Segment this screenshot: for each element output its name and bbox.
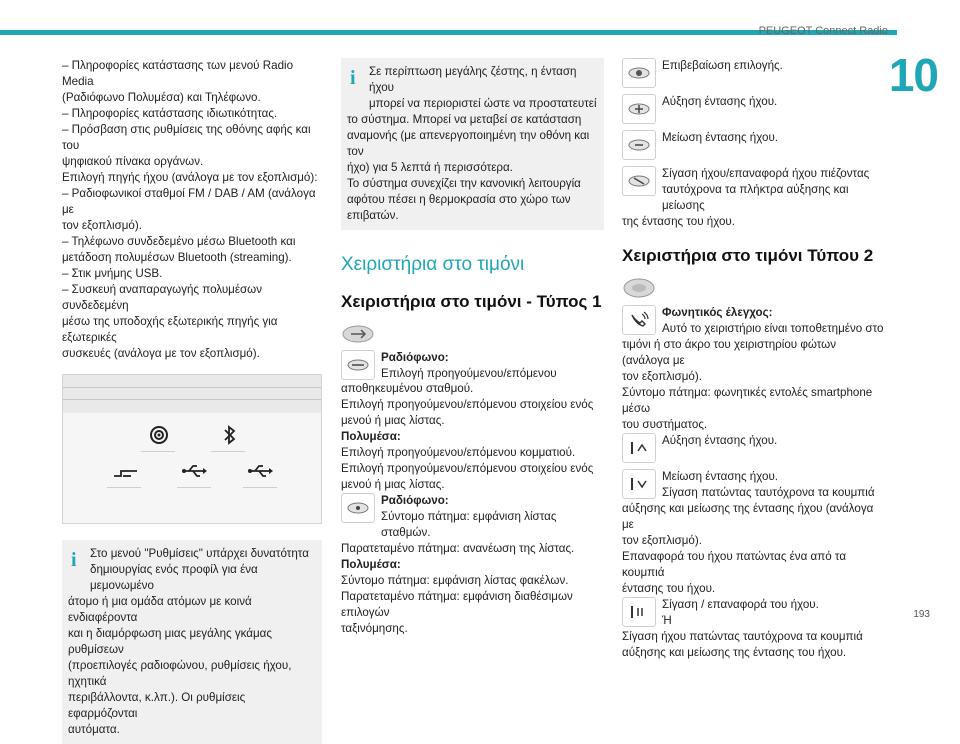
text-line: (προεπιλογές ραδιοφώνου, ρυθμίσεις ήχου, ηχητικά — [68, 658, 292, 688]
text-line: άτομο ή μια ομάδα ατόμων με κοινά ενδιαφέροντα — [68, 594, 252, 624]
text-line: τον εξοπλισμό). — [622, 534, 702, 548]
volume-up-icon — [622, 433, 656, 463]
text-line: Επαναφορά του ήχου πατώντας ένα από τα κουμπιά — [622, 550, 847, 580]
volume-up-icon — [622, 94, 656, 124]
text-line: τιμόνι ή στο άκρο του χειριστηρίου φώτων (ανάλογα με — [622, 338, 837, 368]
text-line: – Πληροφορίες κατάστασης των μενού Radio Media — [62, 59, 294, 88]
seek-icon — [341, 350, 375, 380]
control-item — [622, 433, 884, 463]
text-line: Επιλογή προηγούμενου/επόμενου στοιχείου ενός — [341, 462, 594, 476]
info-icon: i — [71, 548, 77, 571]
usb-icon — [181, 463, 207, 479]
text-line: το σύστημα. Μπορεί να μεταβεί σε κατάσταση — [347, 112, 582, 126]
text-line: επιβατών. — [347, 208, 399, 222]
info-box-heat — [341, 58, 604, 230]
item-title: Πολυμέσα: — [341, 430, 401, 444]
text-line: αφότου πέσει η θερμοκρασία στο χώρο των — [347, 192, 571, 206]
header-title: PEUGEOT Connect Radio — [758, 25, 888, 37]
control-item — [341, 493, 604, 541]
section-heading: Χειριστήρια στο τιμόνι — [341, 253, 525, 275]
control-item — [341, 350, 604, 382]
volume-down-icon — [622, 469, 656, 499]
text-line: – Πληροφορίες κατάστασης ιδιωτικότητας. — [62, 106, 278, 120]
text-line: – Τηλέφωνο συνδεδεμένο μέσω Bluetooth και — [62, 234, 296, 248]
column-1 — [62, 58, 322, 744]
text-line: μετάδοση πολυμέσων Bluetooth (streaming). — [62, 250, 292, 264]
text-line: Επιλογή προηγούμενου/επόμενου στοιχείου ενός — [341, 398, 594, 412]
text-line: Σύντομο πάτημα: εμφάνιση λίστας φακέλων. — [341, 574, 569, 588]
item-title: Φωνητικός έλεγχος: — [662, 306, 773, 320]
text-line: – Πρόσβαση στις ρυθμίσεις της οθόνης αφής και του — [62, 122, 311, 152]
col1-text — [62, 58, 322, 362]
steering-control-icon — [341, 324, 375, 344]
aux-icon — [113, 467, 139, 479]
text-line: ταξινόμησης. — [341, 622, 408, 636]
item-title: Πολυμέσα: — [341, 558, 401, 572]
volume-down-icon — [622, 130, 656, 160]
info-icon: i — [350, 67, 356, 89]
mute-icon — [622, 597, 656, 627]
bluetooth-icon — [223, 425, 237, 445]
text-line: – Συσκευή αναπαραγωγής πολυμέσων συνδεδεμένη — [62, 282, 263, 312]
text-line: τον εξοπλισμό). — [622, 370, 702, 384]
text-line: δημιουργίας ενός προφίλ για ένα μεμονωμένο — [90, 562, 258, 592]
list-button-icon — [341, 493, 375, 523]
text-line: – Στικ μνήμης USB. — [62, 266, 163, 280]
text-line: Σίγαση ήχου πατώντας ταυτόχρονα τα κουμπιά — [622, 630, 863, 644]
control-item — [622, 305, 884, 337]
text-line: μπορεί να περιοριστεί ώστε να προστατευτεί — [369, 96, 597, 110]
text-line: Επιλογή προηγούμενου/επόμενου — [381, 366, 557, 380]
text-line: Επιβεβαίωση επιλογής. — [662, 59, 783, 72]
text-line: Επιλογή προηγούμενου/επόμενου κομματιού. — [341, 446, 576, 460]
text-line: Στο μενού "Ρυθμίσεις" υπάρχει δυνατότητα — [90, 546, 309, 560]
steering-control-icon — [622, 277, 656, 299]
text-line: του συστήματος. — [622, 418, 708, 432]
mute-icon — [622, 166, 656, 196]
chapter-number: 10 — [888, 49, 938, 101]
text-line: τον εξοπλισμό). — [62, 218, 142, 232]
text-line: περιβάλλοντα, κ.λπ.). Οι ρυθμίσεις εφαρμόζονται — [68, 690, 246, 720]
text-line: Το σύστημα συνεχίζει την κανονική λειτουργία — [347, 176, 581, 190]
text-line: Σίγαση πατώντας ταυτόχρονα τα κουμπιά — [662, 486, 875, 500]
text-line: Σύντομο πάτημα: εμφάνιση λίστας σταθμών. — [381, 510, 557, 540]
text-line: Σε περίπτωση μεγάλης ζέστης, η ένταση ήχου — [369, 65, 577, 94]
text-line: Μείωση έντασης ήχου. — [662, 470, 779, 484]
text-line: Αύξηση έντασης ήχου. — [662, 95, 778, 108]
text-line: Σίγαση ήχου/επαναφορά ήχου πιέζοντας — [662, 167, 870, 180]
text-line: αναμονής (με απενεργοποιημένη την οθόνη και τον — [347, 128, 590, 158]
text-line: μενού ή μιας λίστας. — [341, 478, 445, 492]
control-item — [622, 469, 884, 501]
text-line: – Ραδιοφωνικοί σταθμοί FM / DAB / AM (ανάλογα με — [62, 186, 316, 216]
text-line: ψηφιακού πίνακα οργάνων. — [62, 154, 204, 168]
control-item — [622, 166, 884, 214]
text-line: αυτόματα. — [68, 722, 120, 736]
text-line: αύξησης και μείωσης της έντασης του ήχου. — [622, 646, 847, 660]
text-line: Αυτό το χειριστήριο είναι τοποθετημένο στο — [662, 322, 884, 336]
text-line: Μείωση έντασης ήχου. — [662, 131, 779, 144]
text-line: Παρατεταμένο πάτημα: ανανέωση της λίστας. — [341, 542, 575, 556]
subsection-heading: Χειριστήρια στο τιμόνι Τύπου 2 — [622, 245, 874, 265]
item-title: Ραδιόφωνο: — [381, 494, 449, 508]
status-bar-illustration — [62, 374, 322, 524]
text-line: Σίγαση / επαναφορά του ήχου. — [662, 598, 819, 612]
text-line: ταυτόχρονα τα πλήκτρα αύξησης και μείωσης — [662, 182, 849, 212]
confirm-button-icon — [622, 58, 656, 88]
control-item — [622, 58, 884, 88]
page-number: 193 — [913, 609, 930, 620]
text-line: της έντασης του ήχου. — [622, 214, 735, 228]
column-2 — [341, 58, 604, 637]
text-line: και η διαμόρφωση μιας μεγάλης γκάμας ρυθμίσεων — [68, 626, 272, 656]
text-line: ήχο) για 5 λεπτά ή περισσότερα. — [347, 160, 513, 174]
text-line: (Ραδιόφωνο Πολυμέσα) και Τηλέφωνο. — [62, 90, 261, 104]
control-item — [622, 130, 884, 160]
subsection-heading: Χειριστήρια στο τιμόνι - Τύπος 1 — [341, 292, 602, 312]
control-item — [622, 94, 884, 124]
text-line: αποθηκευμένου σταθμού. — [341, 382, 474, 396]
text-line: μενού ή μιας λίστας. — [341, 414, 445, 428]
text-line: Σύντομο πάτημα: φωνητικές εντολές smartphone μέσω — [622, 386, 873, 416]
text-line: Αύξηση έντασης ήχου. — [662, 434, 778, 448]
voice-command-icon — [622, 305, 656, 335]
text-line: μέσω της υποδοχής εξωτερικής πηγής για εξωτερικές — [62, 314, 278, 344]
info-box-profiles — [62, 540, 322, 744]
text-line: Παρατεταμένο πάτημα: εμφάνιση διαθέσιμων επιλογών — [341, 590, 573, 620]
wifi-icon — [149, 425, 169, 445]
text-line: Ή — [662, 614, 672, 628]
text-line: έντασης του ήχου. — [622, 582, 716, 596]
control-item — [622, 597, 884, 629]
text-line: συσκευές (ανάλογα με τον εξοπλισμό). — [62, 346, 260, 360]
text-line: Επιλογή πηγής ήχου (ανάλογα με τον εξοπλισμό): — [62, 170, 318, 184]
item-title: Ραδιόφωνο: — [381, 350, 449, 364]
usb-icon — [247, 463, 273, 479]
text-line: αύξησης και μείωσης της έντασης ήχου (ανάλογα με — [622, 502, 874, 532]
column-3 — [622, 58, 884, 661]
